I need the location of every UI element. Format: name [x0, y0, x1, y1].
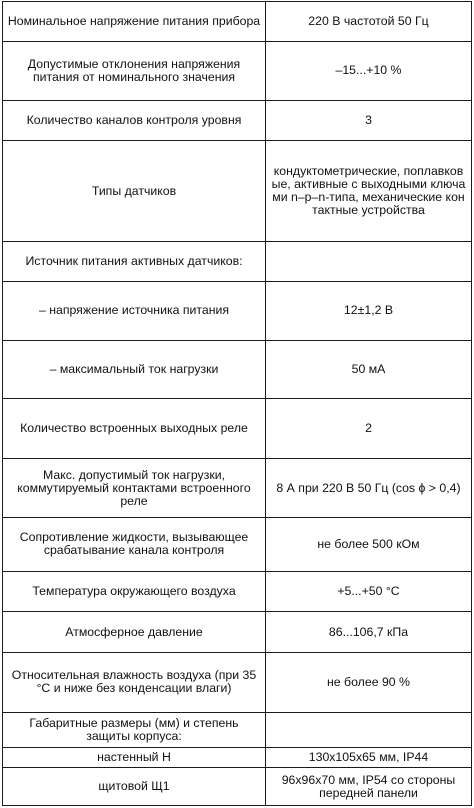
table-row	[3, 242, 472, 282]
table-row	[3, 101, 472, 141]
value-cell: 12±1,2 В	[266, 281, 472, 340]
value-cell: +5...+50 °С	[266, 571, 472, 612]
table-row	[3, 712, 472, 747]
param-cell: – напряжение источника питания	[3, 281, 266, 340]
param-cell: Сопротивление жидкости, вызывающее срабатывание канала контроля	[3, 517, 266, 571]
table-row	[3, 612, 472, 653]
specifications-table	[2, 1, 472, 806]
param-cell: Источник питания активных датчиков:	[3, 242, 266, 282]
table-row	[3, 571, 472, 612]
param-cell: – максимальный ток нагрузки	[3, 340, 266, 399]
param-cell: Относительная влажность воздуха (при 35 °С и ниже без конденсации влаги)	[3, 652, 266, 712]
param-cell: Номинальное напряжение питания прибора	[3, 2, 266, 42]
value-cell: кондуктометрические, поплавковые, активные с выходными ключами n–p–n-типа, механические контактные устройства	[266, 140, 472, 241]
param-cell: Атмосферное давление	[3, 612, 266, 653]
table-row	[3, 340, 472, 399]
table-row	[3, 140, 472, 241]
param-cell: щитовой Щ1	[3, 768, 266, 806]
table-row	[3, 281, 472, 340]
value-cell: 3	[266, 101, 472, 141]
table-row	[3, 517, 472, 571]
table-row	[3, 41, 472, 101]
value-cell: –15...+10 %	[266, 41, 472, 101]
param-cell: настенный Н	[3, 748, 266, 768]
param-cell: Количество каналов контроля уровня	[3, 101, 266, 141]
param-cell: Макс. допустимый ток нагрузки, коммутируемый контактами встроенного реле	[3, 459, 266, 518]
table-row	[3, 399, 472, 459]
value-cell: 130х105х65 мм, IP44	[266, 748, 472, 768]
param-cell: Количество встроенных выходных реле	[3, 399, 266, 459]
value-cell: не более 90 %	[266, 652, 472, 712]
param-cell: Допустимые отклонения напряжения питания от номинального значения	[3, 41, 266, 101]
value-cell	[266, 242, 472, 282]
table-row	[3, 652, 472, 712]
param-cell: Температура окружающего воздуха	[3, 571, 266, 612]
value-cell	[266, 712, 472, 747]
value-cell: 8 А при 220 В 50 Гц (cos ϕ > 0,4)	[266, 459, 472, 518]
table-row	[3, 768, 472, 806]
value-cell: 2	[266, 399, 472, 459]
value-cell: не более 500 кОм	[266, 517, 472, 571]
table-row	[3, 748, 472, 768]
value-cell: 220 В частотой 50 Гц	[266, 2, 472, 42]
value-cell: 86...106,7 кПа	[266, 612, 472, 653]
table-row	[3, 2, 472, 42]
param-cell: Габаритные размеры (мм) и степень защиты корпуса:	[3, 712, 266, 747]
table-row	[3, 459, 472, 518]
param-cell: Типы датчиков	[3, 140, 266, 241]
value-cell: 96х96х70 мм, IP54 со стороны передней панели	[266, 768, 472, 806]
value-cell: 50 мА	[266, 340, 472, 399]
